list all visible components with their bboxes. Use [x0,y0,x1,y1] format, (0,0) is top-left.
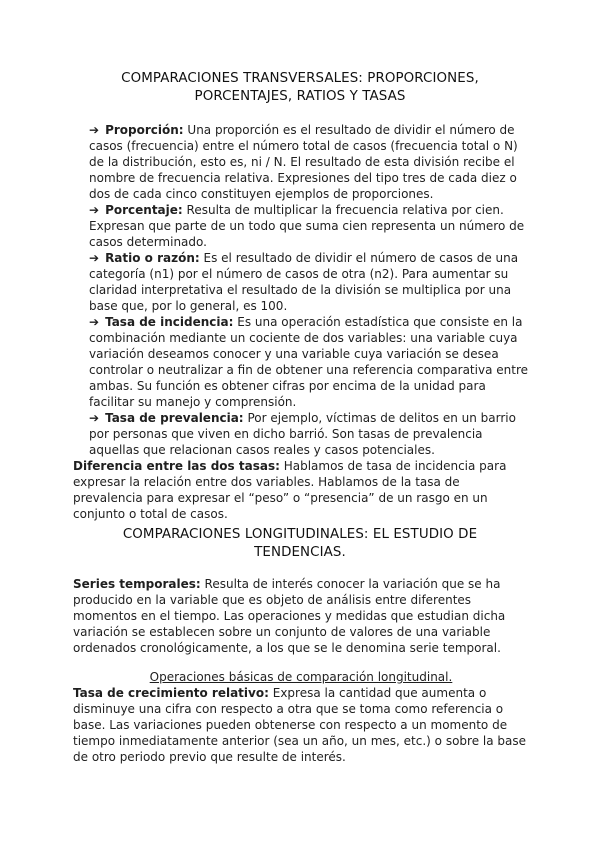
term-ratio: Ratio o razón: [105,251,200,265]
term-diferencia: Diferencia entre las dos tasas: [73,459,280,473]
text-tasa-incidencia: Es una operación estadística que consiste en la combinación mediante un cociente de dos variables: una variable cuya variación deseamos conocer y una variable cuya variación se desea controlar o neutralizar a fin de obtener una referencia comparativa entre ambas. Su función es obtener cifras por encima de la unidad para facilitar su manejo y comprensión. [89,315,528,409]
term-tasa-crecimiento: Tasa de crecimiento relativo: [73,686,269,700]
item-porcentaje [73,202,529,250]
series-paragraph [73,576,529,656]
transversal-body [73,122,529,522]
item-tasa-incidencia [73,314,529,410]
arrow-bullet-icon: ➔ [89,411,100,425]
text-tasa-crecimiento: Expresa la cantidad que aumenta o disminuye una cifra con respecto a otra que se toma como referencia o base. Las variaciones pueden obtenerse con respecto a un momento de tiempo inmediatamente anterior (sea un año, un mes, etc.) o sobre la base de otro periodo previo que resulte de interés. [73,686,526,764]
term-tasa-incidencia: Tasa de incidencia: [105,315,234,329]
term-series: Series temporales: [73,577,201,591]
term-porcentaje: Porcentaje: [105,203,183,217]
longitudinal-ops-body [73,669,529,765]
text-series: Resulta de interés conocer la variación que se ha producido en la variable que es objeto de análisis entre diferentes momentos en el tiempo. Las operaciones y medidas que estudian dicha variación se establecen sobre un conjunto de valores de una variable ordenados cronológicamente, a los que se le denomina serie temporal. [73,577,506,655]
difference-paragraph [73,458,529,522]
arrow-bullet-icon: ➔ [89,315,100,329]
item-tasa-prevalencia [73,410,529,458]
item-proporcion [73,122,529,202]
text-ratio: Es el resultado de dividir el número de casos de una categoría (n1) por el número de casos de otra (n2). Para aumentar su claridad interpretativa el resultado de la división se multiplica por una base que, por lo general, es 100. [89,251,519,313]
text-tasa-prevalencia: Por ejemplo, víctimas de delitos en un barrio por personas que viven en dicho barrió. Son tasas de prevalencia aquellas que relacionan casos reales y casos potenciales. [89,411,516,457]
heading-line-2: TENDENCIAS. [254,545,346,560]
item-ratio [73,250,529,314]
text-proporcion: Una proporción es el resultado de dividir el número de casos (frecuencia) entre el número total de casos (frecuencia total o N) de la distribución, esto es, ni / N. El resultado de esta división recibe el nombre de frecuencia relativa. Expresiones del tipo tres de cada diez o dos de cada cinco constituyen ejemplos de proporciones. [89,123,518,201]
term-tasa-prevalencia: Tasa de prevalencia: [105,411,244,425]
section-heading-transversal [60,70,540,106]
subheading-operaciones: Operaciones básicas de comparación longitudinal. [149,670,453,684]
arrow-bullet-icon: ➔ [89,123,100,137]
arrow-bullet-icon: ➔ [89,203,100,217]
heading-line-1: COMPARACIONES LONGITUDINALES: EL ESTUDIO DE [122,527,478,542]
growth-paragraph [73,685,529,765]
series-body [73,576,529,656]
heading-line-2: PORCENTAJES, RATIOS Y TASAS [194,89,406,104]
arrow-bullet-icon: ➔ [89,251,100,265]
section-heading-longitudinal [60,526,540,562]
heading-line-1: COMPARACIONES TRANSVERSALES: PROPORCIONES, [121,71,479,86]
text-diferencia: Hablamos de tasa de incidencia para expresar la relación entre dos variables. Hablamos de la tasa de prevalencia para expresar el “peso” o “presencia” de un rasgo en un conjunto o total de casos. [73,459,507,521]
term-proporcion: Proporción: [105,123,184,137]
text-porcentaje: Resulta de multiplicar la frecuencia relativa por cien. Expresan que parte de un todo que suma cien representa un número de casos determinado. [89,203,525,249]
